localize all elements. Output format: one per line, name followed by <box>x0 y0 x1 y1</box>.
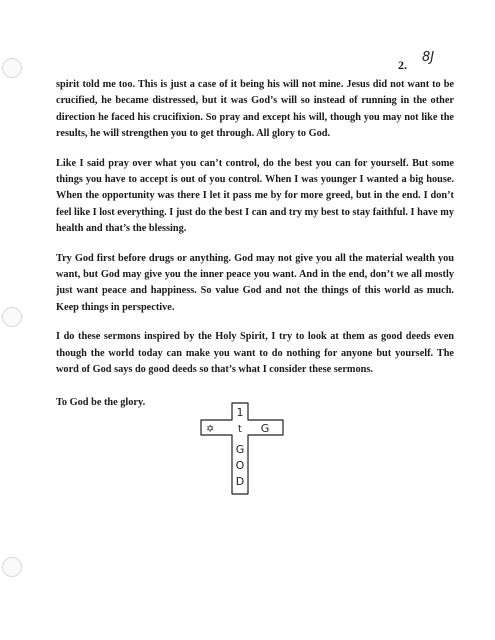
punch-hole <box>2 557 22 577</box>
paragraph: I do these sermons inspired by the Holy Spirit, I try to look at them as good deeds even though the world today can make you want to do nothing for anyone but yourself. The word of God says do good deeds so that’s what I consider these sermons. <box>56 331 454 376</box>
punch-hole <box>2 58 22 78</box>
star-of-david-icon: ✡ <box>206 424 215 435</box>
paragraph: spirit told me too. This is just a case of it being his will not mine. Jesus did not want to be crucified, he became distressed, but it was God’s will so instead of running in the other direction he faced his crucifixion. So pray and except his will, though you may not like the results, he will strengthen you to get through. All glory to God. <box>56 79 454 140</box>
paragraph: Try God first before drugs or anything. God may not give you all the material wealth you want, but God may give you the inner peace you want. And in the end, don’t we all mostly just want peace and happiness. So value God and not the things of this world as much. Keep things in perspective. <box>56 252 454 313</box>
punch-hole <box>2 307 22 327</box>
sermon-body <box>56 77 454 392</box>
hand-drawn-cross <box>199 401 285 497</box>
cross-right-text: G <box>260 422 270 435</box>
handwritten-page-mark: 8J <box>422 50 435 65</box>
closing-line: To God be the glory. <box>56 397 146 408</box>
cross-letter-g: G <box>235 443 245 456</box>
paragraph: Like I said pray over what you can’t control, do the best you can for yourself. But some things you have to accept is out of you control. When I was younger I wanted a big house. When the opportunity was there I let it pass me by for more greed, but in the end. I don’t feel like I lost everything. I just do the best I can and try my best to stay faithful. I have my health and that’s the blessing. <box>56 157 454 235</box>
cross-top-text: 1 <box>236 406 244 419</box>
cross-letter-d: D <box>235 475 245 488</box>
cross-letter-o: O <box>235 459 245 472</box>
page-number: 2. <box>398 58 407 72</box>
cross-center-text: t <box>238 424 242 435</box>
